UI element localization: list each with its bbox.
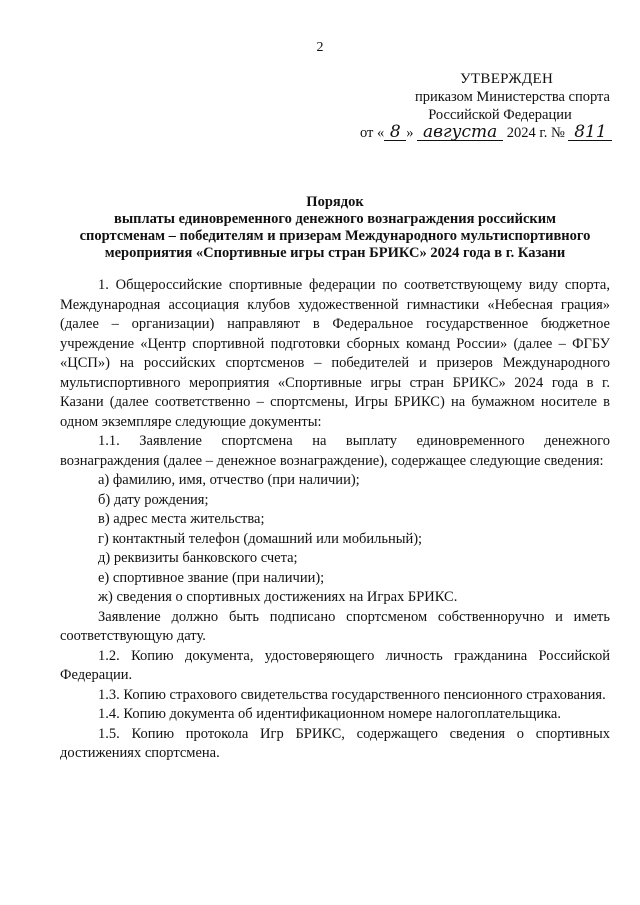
handwritten-month: августа — [417, 124, 503, 141]
list-item-b: б) дату рождения; — [98, 491, 209, 508]
paragraph-1-3: 1.3. Копию страхового свидетельства государственного пенсионного страхования. — [98, 686, 606, 703]
list-item-g: г) контактный телефон (домашний или мобильный); — [98, 530, 423, 547]
date-prefix: от « — [360, 125, 385, 141]
list-item-e: е) спортивное звание (при наличии); — [98, 569, 325, 586]
heading-line-2: выплаты единовременного денежного вознаграждения российским — [114, 211, 556, 227]
approval-title: УТВЕРЖДЕН — [460, 71, 554, 87]
handwritten-day: 8 — [384, 124, 406, 141]
heading-line-1: Порядок — [306, 194, 364, 210]
list-item-d: д) реквизиты банковского счета; — [98, 550, 298, 566]
document-heading — [60, 194, 610, 262]
paragraph-1-5: 1.5. Копию протокола Игр БРИКС, содержащего сведения о спортивных достижениях спортсмена. — [60, 725, 610, 761]
heading-line-4: мероприятия «Спортивные игры стран БРИКС» 2024 года в г. Казани — [104, 245, 566, 261]
paragraph-1-2: 1.2. Копию документа, удостоверяющего личность гражданина Российской Федерации. — [60, 647, 610, 683]
document-body — [60, 276, 610, 764]
handwritten-order-number: 811 — [568, 124, 612, 141]
approval-date-line — [360, 124, 610, 142]
paragraph-1-4: 1.4. Копию документа об идентификационном номере налогоплательщика. — [98, 706, 561, 722]
list-item-a: а) фамилию, имя, отчество (при наличии); — [98, 472, 360, 488]
list-item-zh: ж) сведения о спортивных достижениях на Играх БРИКС. — [98, 589, 458, 605]
approval-line-ministry: приказом Министерства спорта — [414, 89, 610, 105]
year-text: 2024 г. № — [506, 125, 565, 141]
approval-block — [360, 70, 610, 142]
paragraph-1-1: 1.1. Заявление спортсмена на выплату единовременного денежного вознаграждения (далее – денежное вознаграждение), содержащее следующие сведения: — [60, 433, 610, 469]
approval-line-federation: Российской Федерации — [428, 107, 572, 123]
list-item-v: в) адрес места жительства; — [98, 511, 265, 527]
heading-line-3: спортсменам – победителям и призерам Международного мультиспортивного — [79, 228, 591, 244]
date-mid: » — [406, 125, 414, 141]
page-number: 2 — [316, 40, 324, 55]
paragraph-1: 1. Общероссийские спортивные федерации по соответствующему виду спорта, Международная ассоциация клубов художественной гимнастики «Небесная грация» (далее – организации) направляют в Федеральное государственное бюджетное учреждение «Центр спортивной подготовки сборных команд России» (далее – ФГБУ «ЦСП») на российских спортсменов – победителей и призеров Международного мультиспортивного мероприятия «Спортивные игры стран БРИКС» 2024 года в г. Казани (далее соответственно – спортсмены, Игры БРИКС) на бумажном носителе в одном экземпляре следующие документы: — [60, 277, 610, 430]
paragraph-signature-note: Заявление должно быть подписано спортсменом собственноручно и иметь соответствующую дату. — [60, 608, 610, 644]
